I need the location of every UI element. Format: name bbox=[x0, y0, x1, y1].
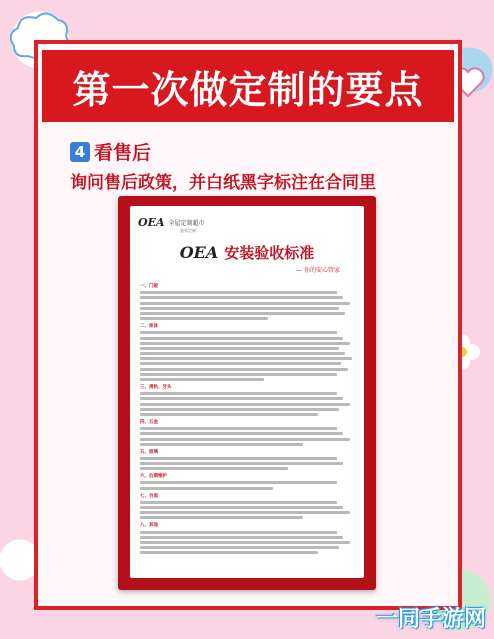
document-text-line bbox=[140, 368, 348, 371]
document-section-heading: 七、台面 bbox=[140, 493, 158, 499]
document-text-line bbox=[140, 487, 273, 490]
document-text-line bbox=[140, 392, 337, 395]
document-tagline: — 你的安心管家 bbox=[296, 267, 340, 274]
document-text-line bbox=[140, 432, 343, 435]
document-text-line bbox=[140, 403, 350, 406]
document-text-line bbox=[140, 347, 339, 350]
document-text-line bbox=[140, 413, 318, 416]
document-text-line bbox=[140, 541, 350, 544]
document-text-line bbox=[140, 531, 337, 534]
document-section-heading: 四、五金 bbox=[140, 419, 158, 425]
document-text-line bbox=[140, 546, 339, 549]
document-body bbox=[130, 274, 364, 554]
document-text-line bbox=[140, 317, 268, 320]
document-text-line bbox=[140, 342, 350, 345]
document-text-line bbox=[140, 378, 264, 381]
brand-logo-large: OEA bbox=[179, 243, 219, 262]
document-text-line bbox=[140, 551, 318, 554]
document-text-line bbox=[140, 536, 343, 539]
document-text-line bbox=[140, 337, 343, 340]
title-banner bbox=[42, 50, 454, 122]
document-text-line bbox=[140, 312, 345, 315]
document-text-line bbox=[140, 462, 343, 465]
document-text-line bbox=[140, 481, 337, 484]
document-text-line bbox=[140, 362, 341, 365]
step-header bbox=[70, 138, 151, 165]
document-section-heading: 五、玻璃 bbox=[140, 449, 158, 455]
document-text-line bbox=[140, 457, 337, 460]
document-section-heading: 一、门板 bbox=[140, 284, 158, 289]
document-section-heading: 二、柜体 bbox=[140, 324, 158, 330]
document-title-row bbox=[130, 242, 364, 263]
brand-logo-small: OEA bbox=[138, 216, 165, 229]
document-text-line bbox=[140, 467, 288, 470]
document-title: 安装验收标准 bbox=[224, 244, 315, 262]
brand-subtitle-2: 独家定制 bbox=[180, 228, 196, 233]
document-text-line bbox=[140, 352, 345, 355]
acceptance-standard-document bbox=[130, 206, 364, 578]
step-number-badge: 4 bbox=[70, 142, 90, 162]
document-header bbox=[130, 206, 364, 229]
brand-subtitle: 全屋定制超市 bbox=[168, 220, 205, 227]
document-text-line bbox=[140, 408, 339, 411]
document-section-heading: 三、滑轨、牙头 bbox=[140, 385, 172, 390]
document-text-line bbox=[140, 511, 350, 514]
document-section-heading: 八、其他 bbox=[140, 523, 158, 529]
document-text-line bbox=[140, 357, 352, 360]
document-text-line bbox=[140, 373, 337, 376]
step-description: 询问售后政策，并白纸黑字标注在合同里 bbox=[70, 173, 376, 193]
document-section-heading: 六、后期维护 bbox=[140, 474, 167, 480]
document-text-line bbox=[140, 516, 303, 519]
document-text-line bbox=[140, 443, 303, 446]
document-text-line bbox=[140, 307, 339, 310]
document-text-line bbox=[140, 291, 337, 294]
step-title: 看售后 bbox=[94, 142, 152, 164]
document-text-line bbox=[140, 506, 343, 509]
document-text-line bbox=[140, 331, 337, 334]
site-watermark: 一同手游网 bbox=[375, 607, 486, 632]
document-text-line bbox=[140, 397, 343, 400]
page-title: 第一次做定制的要点 bbox=[72, 67, 424, 112]
document-text-line bbox=[140, 501, 337, 504]
document-text-line bbox=[140, 296, 343, 299]
document-text-line bbox=[140, 438, 350, 441]
document-text-line bbox=[140, 427, 337, 430]
document-text-line bbox=[140, 302, 350, 305]
